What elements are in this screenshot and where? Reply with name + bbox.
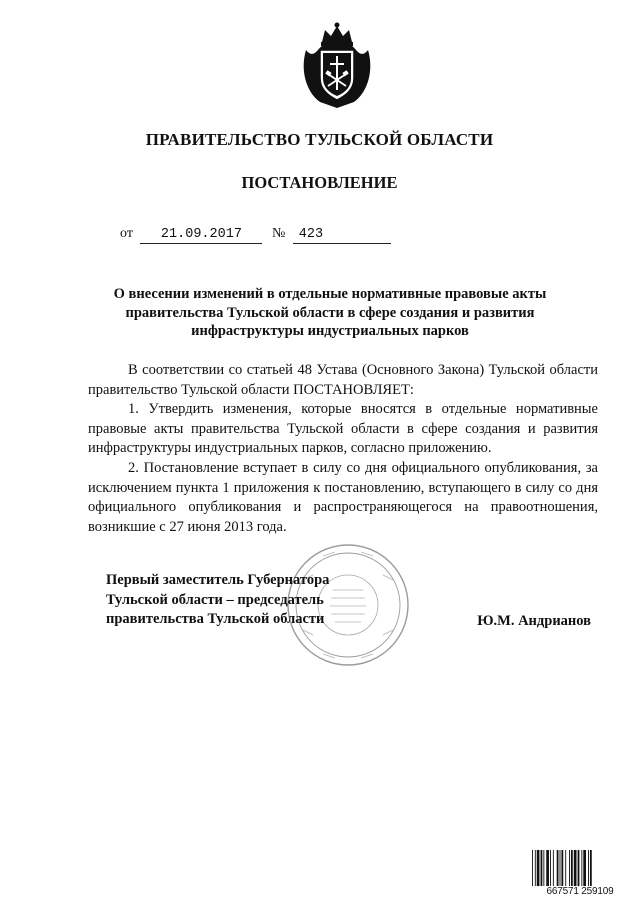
signatory-title — [106, 571, 329, 630]
signatory-name: Ю.М. Андрианов — [477, 613, 591, 629]
date-prefix: от — [120, 226, 133, 241]
document-date: 21.09.2017 — [140, 227, 262, 244]
body-paragraph-3: 2. Постановление вступает в силу со дня официального опубликования, за исключением пункта 1 приложения к постановлению, вступающего в силу со дня официального опубликования и распространяющегося на правоотношения, возникшие с 27 июня 2013 года. — [88, 459, 598, 535]
barcode-number: 667571 259109 — [531, 886, 629, 897]
government-title: ПРАВИТЕЛЬСТВО ТУЛЬСКОЙ ОБЛАСТИ — [145, 130, 494, 149]
document-body — [88, 361, 598, 537]
subject-line-1: О внесении изменений в отдельные нормативные правовые акты — [113, 286, 547, 302]
signatory-title-line-2: Тульской области – председатель — [106, 591, 324, 608]
subject-line-2: правительства Тульской области в сфере создания и развития — [125, 304, 535, 321]
number-prefix: № — [271, 226, 286, 241]
document-number: 423 — [293, 227, 391, 244]
subject-line-3: инфраструктуры индустриальных парков — [191, 323, 469, 339]
document-type: ПОСТАНОВЛЕНИЕ — [241, 173, 398, 192]
signatory-title-line-1: Первый заместитель Губернатора — [106, 572, 330, 588]
signatory-title-line-3: правительства Тульской области — [106, 611, 325, 627]
document-subject — [80, 285, 580, 341]
date-number-line — [120, 226, 391, 244]
body-paragraph-2: 1. Утвердить изменения, которые вносятся в отдельные нормативные правовые акты правительства Тульской области в сфере создания и развития инфраструктуры индустриальных парков, согласно приложению. — [88, 401, 598, 457]
body-paragraph-1: В соответствии со статьей 48 Устава (Основного Закона) Тульской области правительство Тульской области ПОСТАНОВЛЯЕТ: — [88, 362, 598, 398]
tula-coat-of-arms-icon — [298, 20, 376, 110]
